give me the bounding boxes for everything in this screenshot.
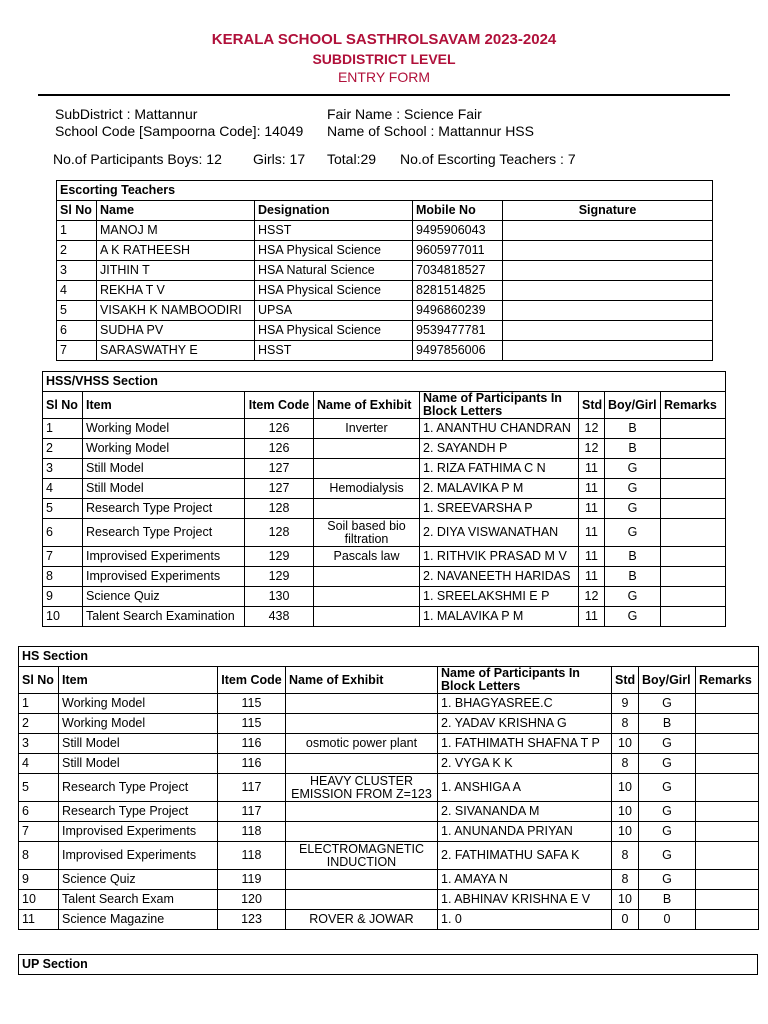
table-cell: 11	[579, 567, 605, 587]
table-cell: Hemodialysis	[314, 479, 420, 499]
table-row	[19, 890, 759, 910]
table-cell: Science Quiz	[83, 587, 245, 607]
table-cell: 11	[579, 479, 605, 499]
escorting-teachers-table	[56, 180, 713, 361]
table-cell: 9496860239	[413, 301, 503, 321]
table-row	[19, 802, 759, 822]
table-cell: ROVER & JOWAR	[286, 910, 438, 930]
table-cell	[696, 910, 759, 930]
column-header: Std	[579, 392, 605, 419]
table-cell: Pascals law	[314, 547, 420, 567]
column-header: Designation	[255, 201, 413, 221]
section-title: HSS/VHSS Section	[43, 372, 726, 392]
table-cell: Soil based bio filtration	[314, 519, 420, 547]
table-cell: HSA Physical Science	[255, 281, 413, 301]
table-cell: 10	[612, 802, 639, 822]
table-row	[57, 341, 713, 361]
hs-section-table	[18, 646, 759, 930]
section-title: HS Section	[19, 647, 759, 667]
hss-section-table	[42, 371, 726, 627]
girls-count: Girls: 17	[253, 151, 306, 167]
table-cell: HSA Physical Science	[255, 241, 413, 261]
table-cell	[503, 321, 713, 341]
table-cell: 9497856006	[413, 341, 503, 361]
table-cell: 9	[43, 587, 83, 607]
column-header: Name of Exhibit	[314, 392, 420, 419]
table-row	[19, 714, 759, 734]
table-cell: G	[639, 802, 696, 822]
column-header: Sl No	[19, 667, 59, 694]
table-cell: 12	[579, 439, 605, 459]
table-row	[43, 419, 726, 439]
table-cell: 1. BHAGYASREE.C	[438, 694, 612, 714]
table-cell	[696, 822, 759, 842]
table-cell: HSA Physical Science	[255, 321, 413, 341]
table-cell: 11	[579, 607, 605, 627]
table-cell	[314, 607, 420, 627]
column-header: Sl No	[43, 392, 83, 419]
table-row	[57, 301, 713, 321]
table-cell: 9	[612, 694, 639, 714]
column-header: Sl No	[57, 201, 97, 221]
table-cell: Working Model	[83, 419, 245, 439]
table-cell	[503, 341, 713, 361]
table-cell: 8	[612, 714, 639, 734]
column-header: Item	[59, 667, 218, 694]
table-row	[43, 499, 726, 519]
table-row	[43, 519, 726, 547]
table-cell: 2. FATHIMATHU SAFA K	[438, 842, 612, 870]
table-cell: Talent Search Examination	[83, 607, 245, 627]
up-section-table	[18, 954, 758, 975]
table-cell: 127	[245, 459, 314, 479]
table-cell: 2. DIYA VISWANATHAN	[420, 519, 579, 547]
table-row	[19, 842, 759, 870]
table-cell: 1. AMAYA N	[438, 870, 612, 890]
table-cell: 118	[218, 842, 286, 870]
total-count: Total:29	[327, 151, 377, 167]
table-cell: Working Model	[59, 694, 218, 714]
table-cell: 4	[43, 479, 83, 499]
form-title: KERALA SCHOOL SASTHROLSAVAM 2023-2024	[211, 31, 557, 48]
table-cell: 1	[57, 221, 97, 241]
table-cell	[286, 822, 438, 842]
table-cell: G	[605, 459, 661, 479]
table-cell: 116	[218, 754, 286, 774]
table-cell: 1. ANSHIGA A	[438, 774, 612, 802]
table-row	[19, 754, 759, 774]
table-cell	[286, 890, 438, 910]
table-cell: 10	[612, 734, 639, 754]
table-cell: Still Model	[59, 734, 218, 754]
table-cell: G	[639, 694, 696, 714]
table-header-row	[19, 667, 759, 694]
table-cell: G	[605, 587, 661, 607]
table-cell: 5	[43, 499, 83, 519]
table-row	[19, 870, 759, 890]
table-cell	[314, 459, 420, 479]
table-row	[19, 910, 759, 930]
table-cell: 120	[218, 890, 286, 910]
table-cell: 129	[245, 567, 314, 587]
table-cell: 2. SIVANANDA M	[438, 802, 612, 822]
column-header: Item Code	[218, 667, 286, 694]
table-cell	[696, 842, 759, 870]
table-cell: Improvised Experiments	[59, 822, 218, 842]
column-header: Name of Exhibit	[286, 667, 438, 694]
table-cell: UPSA	[255, 301, 413, 321]
table-cell: VISAKH K NAMBOODIRI	[97, 301, 255, 321]
escorting-count: No.of Escorting Teachers : 7	[400, 151, 576, 167]
table-cell: G	[639, 754, 696, 774]
table-cell: Working Model	[59, 714, 218, 734]
table-cell: 1. FATHIMATH SHAFNA T P	[438, 734, 612, 754]
table-cell: ELECTROMAGNETIC INDUCTION	[286, 842, 438, 870]
table-row	[43, 459, 726, 479]
table-cell: 4	[19, 754, 59, 774]
table-cell: HEAVY CLUSTER EMISSION FROM Z=123	[286, 774, 438, 802]
table-cell: G	[605, 519, 661, 547]
table-cell: G	[639, 822, 696, 842]
table-cell: 123	[218, 910, 286, 930]
table-cell: 12	[579, 587, 605, 607]
table-cell: 0	[639, 910, 696, 930]
table-cell: Science Magazine	[59, 910, 218, 930]
table-cell: 11	[579, 499, 605, 519]
table-cell: B	[605, 567, 661, 587]
table-cell: 11	[579, 459, 605, 479]
table-header-row	[57, 201, 713, 221]
table-cell: 2	[43, 439, 83, 459]
table-row	[43, 547, 726, 567]
table-cell: HSST	[255, 221, 413, 241]
table-cell: JITHIN T	[97, 261, 255, 281]
table-cell: 2	[57, 241, 97, 261]
column-header: Boy/Girl	[605, 392, 661, 419]
table-cell: 3	[43, 459, 83, 479]
table-cell: G	[639, 734, 696, 754]
table-cell: 1. RIZA FATHIMA C N	[420, 459, 579, 479]
table-cell	[661, 479, 726, 499]
table-cell: 2. NAVANEETH HARIDAS	[420, 567, 579, 587]
column-header: Remarks	[696, 667, 759, 694]
table-cell: 10	[612, 822, 639, 842]
table-row	[19, 822, 759, 842]
table-cell: 2. SAYANDH P	[420, 439, 579, 459]
table-cell	[661, 519, 726, 547]
table-cell: 6	[19, 802, 59, 822]
table-cell: 128	[245, 519, 314, 547]
column-header: Std	[612, 667, 639, 694]
table-cell: Inverter	[314, 419, 420, 439]
table-cell: 10	[43, 607, 83, 627]
table-row	[19, 734, 759, 754]
table-cell: 6	[43, 519, 83, 547]
table-cell	[286, 754, 438, 774]
table-cell: Improvised Experiments	[83, 547, 245, 567]
table-cell: Improvised Experiments	[59, 842, 218, 870]
column-header: Item	[83, 392, 245, 419]
table-cell: 9	[19, 870, 59, 890]
table-cell: 1	[43, 419, 83, 439]
table-row	[57, 241, 713, 261]
table-cell: B	[639, 714, 696, 734]
table-cell: 8	[612, 842, 639, 870]
table-cell: B	[605, 547, 661, 567]
table-cell: 7034818527	[413, 261, 503, 281]
table-cell: 128	[245, 499, 314, 519]
table-cell: 1. ANANTHU CHANDRAN	[420, 419, 579, 439]
table-cell: 10	[612, 890, 639, 910]
table-cell	[503, 261, 713, 281]
table-row	[57, 261, 713, 281]
table-cell: 7	[43, 547, 83, 567]
table-cell: 7	[19, 822, 59, 842]
table-cell: Research Type Project	[83, 499, 245, 519]
table-cell: 8281514825	[413, 281, 503, 301]
section-title: Escorting Teachers	[57, 181, 713, 201]
column-header: Name of Participants In Block Letters	[438, 667, 612, 694]
table-cell: 9539477781	[413, 321, 503, 341]
table-row	[57, 221, 713, 241]
table-cell: 6	[57, 321, 97, 341]
table-cell: 9605977011	[413, 241, 503, 261]
table-cell: 115	[218, 694, 286, 714]
form-subtitle: SUBDISTRICT LEVEL	[312, 51, 456, 67]
table-cell: B	[605, 419, 661, 439]
table-cell	[661, 439, 726, 459]
table-cell: 2	[19, 714, 59, 734]
table-cell: HSST	[255, 341, 413, 361]
table-cell	[696, 694, 759, 714]
table-cell: B	[605, 439, 661, 459]
table-cell	[503, 221, 713, 241]
table-cell: REKHA T V	[97, 281, 255, 301]
table-cell: 1. RITHVIK PRASAD M V	[420, 547, 579, 567]
table-cell: 11	[579, 547, 605, 567]
table-cell: 7	[57, 341, 97, 361]
table-cell	[286, 802, 438, 822]
table-cell: HSA Natural Science	[255, 261, 413, 281]
table-row	[57, 281, 713, 301]
table-cell: B	[639, 890, 696, 910]
table-cell: Science Quiz	[59, 870, 218, 890]
table-cell: 438	[245, 607, 314, 627]
table-cell	[314, 587, 420, 607]
table-cell: 126	[245, 439, 314, 459]
table-cell: 126	[245, 419, 314, 439]
table-cell: 3	[19, 734, 59, 754]
table-cell	[661, 607, 726, 627]
column-header: Mobile No	[413, 201, 503, 221]
table-row	[43, 567, 726, 587]
table-cell	[661, 419, 726, 439]
table-cell: osmotic power plant	[286, 734, 438, 754]
table-cell: Improvised Experiments	[83, 567, 245, 587]
table-row	[43, 607, 726, 627]
table-cell	[286, 714, 438, 734]
table-cell: Research Type Project	[59, 774, 218, 802]
table-cell: 1. SREEVARSHA P	[420, 499, 579, 519]
table-cell: 2. MALAVIKA P M	[420, 479, 579, 499]
table-cell: Working Model	[83, 439, 245, 459]
table-cell: 10	[612, 774, 639, 802]
subdistrict-label: SubDistrict : Mattannur	[55, 106, 198, 122]
table-cell	[661, 499, 726, 519]
table-cell: 8	[612, 754, 639, 774]
table-cell	[503, 241, 713, 261]
table-cell: 1. ANUNANDA PRIYAN	[438, 822, 612, 842]
table-cell: G	[605, 607, 661, 627]
column-header: Item Code	[245, 392, 314, 419]
table-cell: 2. VYGA K K	[438, 754, 612, 774]
header-divider	[38, 94, 730, 96]
table-cell: Research Type Project	[83, 519, 245, 547]
table-row	[19, 694, 759, 714]
table-cell: 1. MALAVIKA P M	[420, 607, 579, 627]
column-header: Signature	[503, 201, 713, 221]
table-cell	[696, 870, 759, 890]
table-cell: 117	[218, 774, 286, 802]
table-cell: 127	[245, 479, 314, 499]
school-name-label: Name of School : Mattannur HSS	[327, 123, 534, 139]
table-cell: 3	[57, 261, 97, 281]
table-header-row	[43, 392, 726, 419]
table-row	[19, 774, 759, 802]
table-cell	[314, 499, 420, 519]
table-cell: SUDHA PV	[97, 321, 255, 341]
table-cell	[286, 870, 438, 890]
table-cell	[314, 439, 420, 459]
table-row	[43, 439, 726, 459]
table-cell	[696, 802, 759, 822]
table-cell	[696, 734, 759, 754]
boys-count: No.of Participants Boys: 12	[53, 151, 222, 167]
table-cell: 11	[19, 910, 59, 930]
table-cell: 5	[57, 301, 97, 321]
table-row	[43, 587, 726, 607]
table-cell: A K RATHEESH	[97, 241, 255, 261]
table-cell: Still Model	[83, 459, 245, 479]
section-title: UP Section	[19, 955, 758, 975]
table-cell	[661, 459, 726, 479]
table-cell	[661, 587, 726, 607]
table-cell: 1	[19, 694, 59, 714]
column-header: Name of Participants In Block Letters	[420, 392, 579, 419]
table-cell: G	[605, 479, 661, 499]
table-cell: 10	[19, 890, 59, 910]
form-name: ENTRY FORM	[337, 69, 431, 85]
table-cell: 116	[218, 734, 286, 754]
table-row	[57, 321, 713, 341]
table-cell: 12	[579, 419, 605, 439]
table-cell: 0	[612, 910, 639, 930]
table-cell: 130	[245, 587, 314, 607]
table-cell: 119	[218, 870, 286, 890]
table-cell: G	[605, 499, 661, 519]
table-cell	[696, 890, 759, 910]
table-cell	[503, 301, 713, 321]
table-cell: 2. YADAV KRISHNA G	[438, 714, 612, 734]
table-cell: 4	[57, 281, 97, 301]
table-cell: 8	[43, 567, 83, 587]
table-cell: 8	[19, 842, 59, 870]
column-header: Name	[97, 201, 255, 221]
table-cell: G	[639, 842, 696, 870]
table-cell	[661, 547, 726, 567]
table-cell: 9495906043	[413, 221, 503, 241]
table-cell: 115	[218, 714, 286, 734]
fair-name-label: Fair Name : Science Fair	[327, 106, 482, 122]
table-cell: 117	[218, 802, 286, 822]
table-cell	[661, 567, 726, 587]
column-header: Remarks	[661, 392, 726, 419]
table-cell: Research Type Project	[59, 802, 218, 822]
table-cell: Talent Search Exam	[59, 890, 218, 910]
table-cell: SARASWATHY E	[97, 341, 255, 361]
table-cell: MANOJ M	[97, 221, 255, 241]
table-cell: G	[639, 774, 696, 802]
table-cell: Still Model	[59, 754, 218, 774]
table-cell: 11	[579, 519, 605, 547]
table-cell: 118	[218, 822, 286, 842]
table-cell: 1. 0	[438, 910, 612, 930]
school-code-label: School Code [Sampoorna Code]: 14049	[55, 123, 304, 139]
table-cell: 1. SREELAKSHMI E P	[420, 587, 579, 607]
table-cell	[696, 754, 759, 774]
table-cell: G	[639, 870, 696, 890]
column-header: Boy/Girl	[639, 667, 696, 694]
table-cell: 129	[245, 547, 314, 567]
table-cell: Still Model	[83, 479, 245, 499]
table-row	[43, 479, 726, 499]
table-cell	[696, 714, 759, 734]
table-cell	[286, 694, 438, 714]
table-cell	[314, 567, 420, 587]
table-cell: 8	[612, 870, 639, 890]
table-cell	[696, 774, 759, 802]
table-cell	[503, 281, 713, 301]
table-cell: 5	[19, 774, 59, 802]
table-cell: 1. ABHINAV KRISHNA E V	[438, 890, 612, 910]
